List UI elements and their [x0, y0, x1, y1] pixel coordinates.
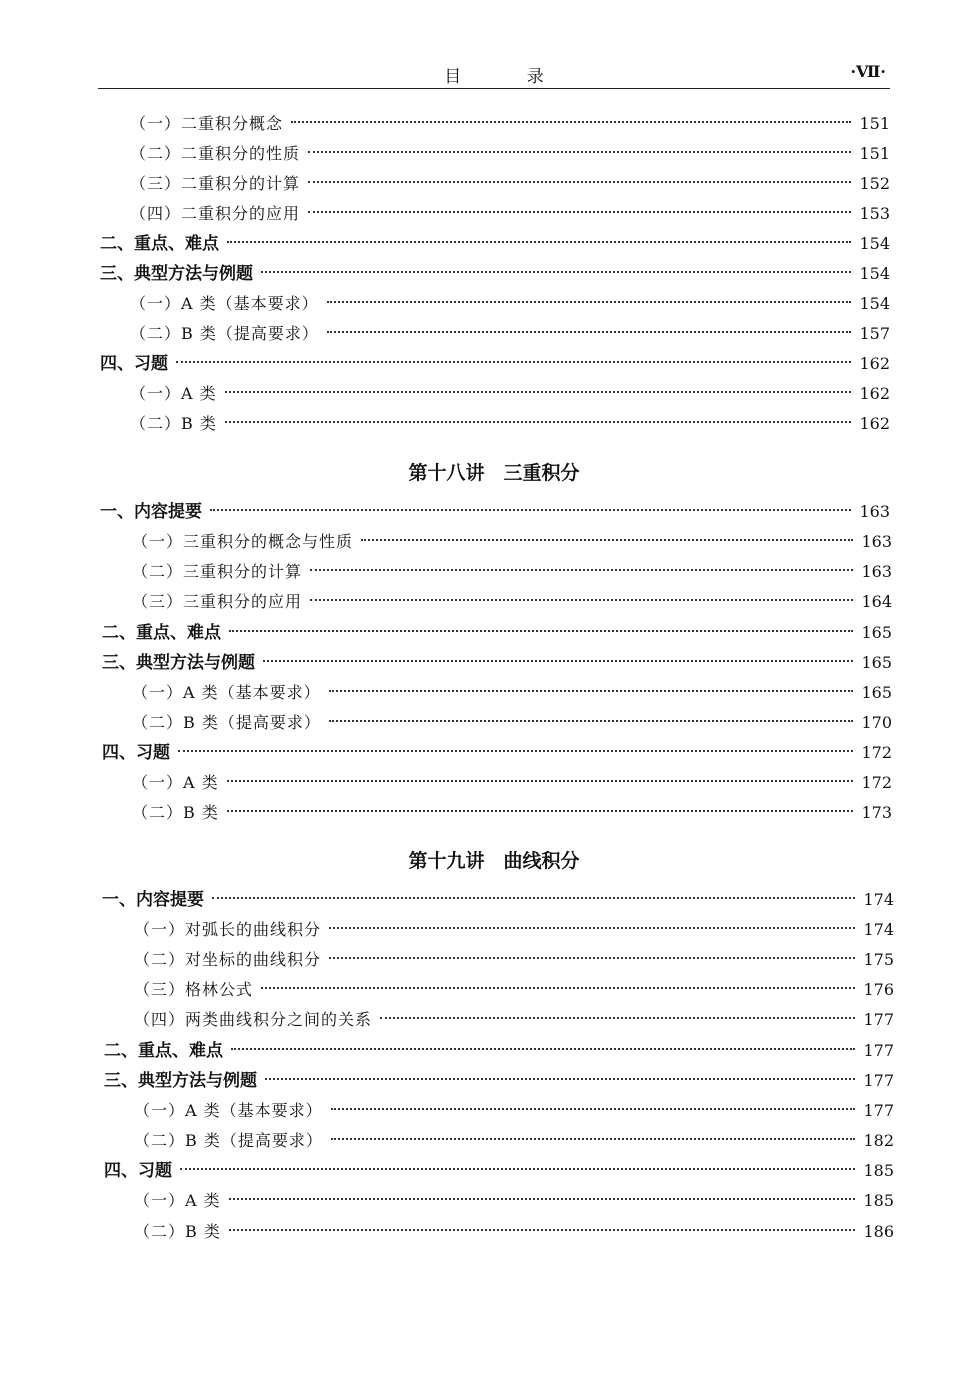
toc-entry[interactable]: [132, 798, 892, 828]
toc-entry-page: 164: [861, 592, 892, 611]
dot-leader: [261, 987, 855, 989]
toc-entry-page: 157: [859, 324, 890, 343]
toc-entry-page: 176: [863, 980, 894, 999]
toc-entry-label: （一）A 类: [132, 773, 219, 792]
toc-entry-page: 163: [861, 562, 892, 581]
toc-entry-label: （三）格林公式: [134, 980, 254, 999]
toc-entry-label: （二）B 类（提高要求）: [134, 1131, 323, 1150]
toc-entry-page: 175: [863, 950, 894, 969]
dot-leader: [327, 301, 852, 303]
toc-entry[interactable]: [134, 1186, 894, 1216]
dot-leader: [308, 211, 851, 213]
toc-entry-page: 177: [863, 1101, 894, 1120]
toc-entry[interactable]: [102, 648, 892, 678]
toc-entry-page: 182: [863, 1131, 894, 1150]
toc-entry[interactable]: [130, 199, 890, 229]
dot-leader: [212, 897, 855, 899]
toc-entry[interactable]: [130, 109, 890, 139]
toc-entry[interactable]: [130, 139, 890, 169]
dot-leader: [263, 660, 853, 662]
dot-leader: [291, 121, 851, 123]
toc-entry[interactable]: [130, 319, 890, 349]
toc-entry-page: 172: [861, 773, 892, 792]
toc-entry-label: 四、习题: [100, 354, 168, 374]
toc-entry-label: （一）二重积分概念: [130, 114, 284, 133]
toc-entry-label: （二）二重积分的性质: [130, 144, 301, 163]
toc-entry-page: 163: [859, 502, 890, 521]
dot-leader: [180, 1168, 855, 1170]
dot-leader: [261, 271, 851, 273]
toc-entry-page: 151: [859, 144, 890, 163]
toc-entry-label: 一、内容提要: [100, 502, 202, 522]
dot-leader: [229, 630, 853, 632]
dot-leader: [225, 421, 852, 423]
toc-entry-label: （二）对坐标的曲线积分: [134, 950, 322, 969]
toc-entry-label: 二、重点、难点: [100, 234, 219, 254]
dot-leader: [178, 750, 853, 752]
toc-entry[interactable]: [132, 768, 892, 798]
toc-entry[interactable]: [134, 1005, 894, 1035]
toc-entry-page: 172: [861, 743, 892, 762]
toc-entry-label: （二）三重积分的计算: [132, 562, 303, 581]
toc-entry-label: （一）A 类（基本要求）: [132, 683, 321, 702]
toc-entry-page: 165: [861, 623, 892, 642]
toc-entry-label: 四、习题: [104, 1161, 172, 1181]
toc-entry-page: 162: [859, 414, 890, 433]
dot-leader: [265, 1078, 855, 1080]
dot-leader: [229, 1198, 856, 1200]
toc-entry[interactable]: [134, 945, 894, 975]
dot-leader: [310, 569, 853, 571]
toc-entry[interactable]: [102, 885, 894, 915]
toc-entry[interactable]: [132, 527, 892, 557]
toc-entry[interactable]: [130, 409, 890, 439]
toc-entry-page: 177: [863, 1071, 894, 1090]
toc-entry-page: 162: [859, 354, 890, 373]
toc-entry-page: 163: [861, 532, 892, 551]
toc-entry-page: 165: [861, 683, 892, 702]
toc-entry[interactable]: [100, 259, 890, 289]
dot-leader: [308, 151, 851, 153]
toc-entry-label: （四）二重积分的应用: [130, 204, 301, 223]
toc-entry-page: 154: [859, 264, 890, 283]
toc-entry-page: 173: [861, 803, 892, 822]
toc-entry[interactable]: [130, 289, 890, 319]
toc-entry[interactable]: [102, 738, 892, 768]
toc-entry-label: （二）B 类（提高要求）: [130, 324, 319, 343]
toc-entry-label: （二）B 类: [134, 1222, 221, 1241]
dot-leader: [361, 539, 853, 541]
toc-entry-label: （三）二重积分的计算: [130, 174, 301, 193]
toc-entry-page: 154: [859, 234, 890, 253]
toc-entry[interactable]: [134, 1096, 894, 1126]
page-number: ·Ⅶ·: [850, 62, 886, 81]
toc-entry-label: （一）A 类（基本要求）: [130, 294, 319, 313]
toc-entry-label: （二）B 类: [132, 803, 219, 822]
toc-entry[interactable]: [102, 618, 892, 648]
toc-entry-label: （四）两类曲线积分之间的关系: [134, 1010, 373, 1029]
toc-entry-label: （二）B 类: [130, 414, 217, 433]
dot-leader: [229, 1229, 856, 1231]
toc-entry[interactable]: [100, 349, 890, 379]
dot-leader: [227, 810, 854, 812]
toc-entry[interactable]: [134, 975, 894, 1005]
page-title: 目 录: [444, 67, 574, 87]
toc-entry-label: （一）A 类: [134, 1191, 221, 1210]
dot-leader: [227, 241, 851, 243]
toc-entry-page: 177: [863, 1041, 894, 1060]
dot-leader: [225, 391, 852, 393]
dot-leader: [329, 927, 855, 929]
toc-entry-page: 185: [863, 1191, 894, 1210]
toc-entry-label: 二、重点、难点: [104, 1041, 223, 1061]
toc-entry-label: （三）三重积分的应用: [132, 592, 303, 611]
toc-entry-label: （一）对弧长的曲线积分: [134, 920, 322, 939]
toc-entry-label: 四、习题: [102, 743, 170, 763]
dot-leader: [380, 1017, 855, 1019]
dot-leader: [210, 509, 851, 511]
toc-entry-page: 152: [859, 174, 890, 193]
dot-leader: [227, 780, 854, 782]
toc-entry[interactable]: [132, 678, 892, 708]
toc-entry-page: 174: [863, 920, 894, 939]
toc-entry-page: 174: [863, 890, 894, 909]
toc-entry-label: （一）A 类（基本要求）: [134, 1101, 323, 1120]
page-header: [98, 60, 890, 89]
toc-entry[interactable]: [100, 497, 890, 527]
toc-entry-label: （二）B 类（提高要求）: [132, 713, 321, 732]
dot-leader: [329, 957, 855, 959]
toc-entry-label: （一）A 类: [130, 384, 217, 403]
toc-entry-label: 二、重点、难点: [102, 623, 221, 643]
dot-leader: [327, 331, 852, 333]
toc-entry-page: 177: [863, 1010, 894, 1029]
dot-leader: [329, 690, 854, 692]
toc-entry[interactable]: [132, 557, 892, 587]
toc-entry-label: 三、典型方法与例题: [104, 1071, 257, 1091]
toc-entry[interactable]: [132, 587, 892, 617]
toc-entry-page: 170: [861, 713, 892, 732]
dot-leader: [331, 1138, 856, 1140]
toc-entry[interactable]: [130, 169, 890, 199]
chapter-heading[interactable]: 第十八讲 三重积分: [408, 462, 580, 484]
dot-leader: [231, 1048, 855, 1050]
dot-leader: [310, 599, 853, 601]
toc-entry-page: 154: [859, 294, 890, 313]
toc-entry[interactable]: [104, 1036, 894, 1066]
toc-entry-page: 153: [859, 204, 890, 223]
dot-leader: [331, 1108, 856, 1110]
dot-leader: [329, 720, 854, 722]
dot-leader: [176, 361, 851, 363]
toc-entry-label: （一）三重积分的概念与性质: [132, 532, 354, 551]
dot-leader: [308, 181, 851, 183]
toc-entry[interactable]: [132, 708, 892, 738]
toc-entry[interactable]: [104, 1156, 894, 1186]
toc-entry-label: 一、内容提要: [102, 890, 204, 910]
toc-entry[interactable]: [134, 915, 894, 945]
chapter-heading[interactable]: 第十九讲 曲线积分: [408, 850, 580, 872]
toc-entry[interactable]: [104, 1066, 894, 1096]
toc-entry[interactable]: [134, 1126, 894, 1156]
toc-entry-label: 三、典型方法与例题: [102, 653, 255, 673]
toc-entry-page: 162: [859, 384, 890, 403]
toc-entry-page: 186: [863, 1222, 894, 1241]
toc-entry[interactable]: [100, 229, 890, 259]
toc-entry-label: 三、典型方法与例题: [100, 264, 253, 284]
toc-entry-page: 185: [863, 1161, 894, 1180]
toc-entry-page: 151: [859, 114, 890, 133]
toc-entry[interactable]: [130, 379, 890, 409]
toc-entry-page: 165: [861, 653, 892, 672]
toc-entry[interactable]: [134, 1217, 894, 1247]
